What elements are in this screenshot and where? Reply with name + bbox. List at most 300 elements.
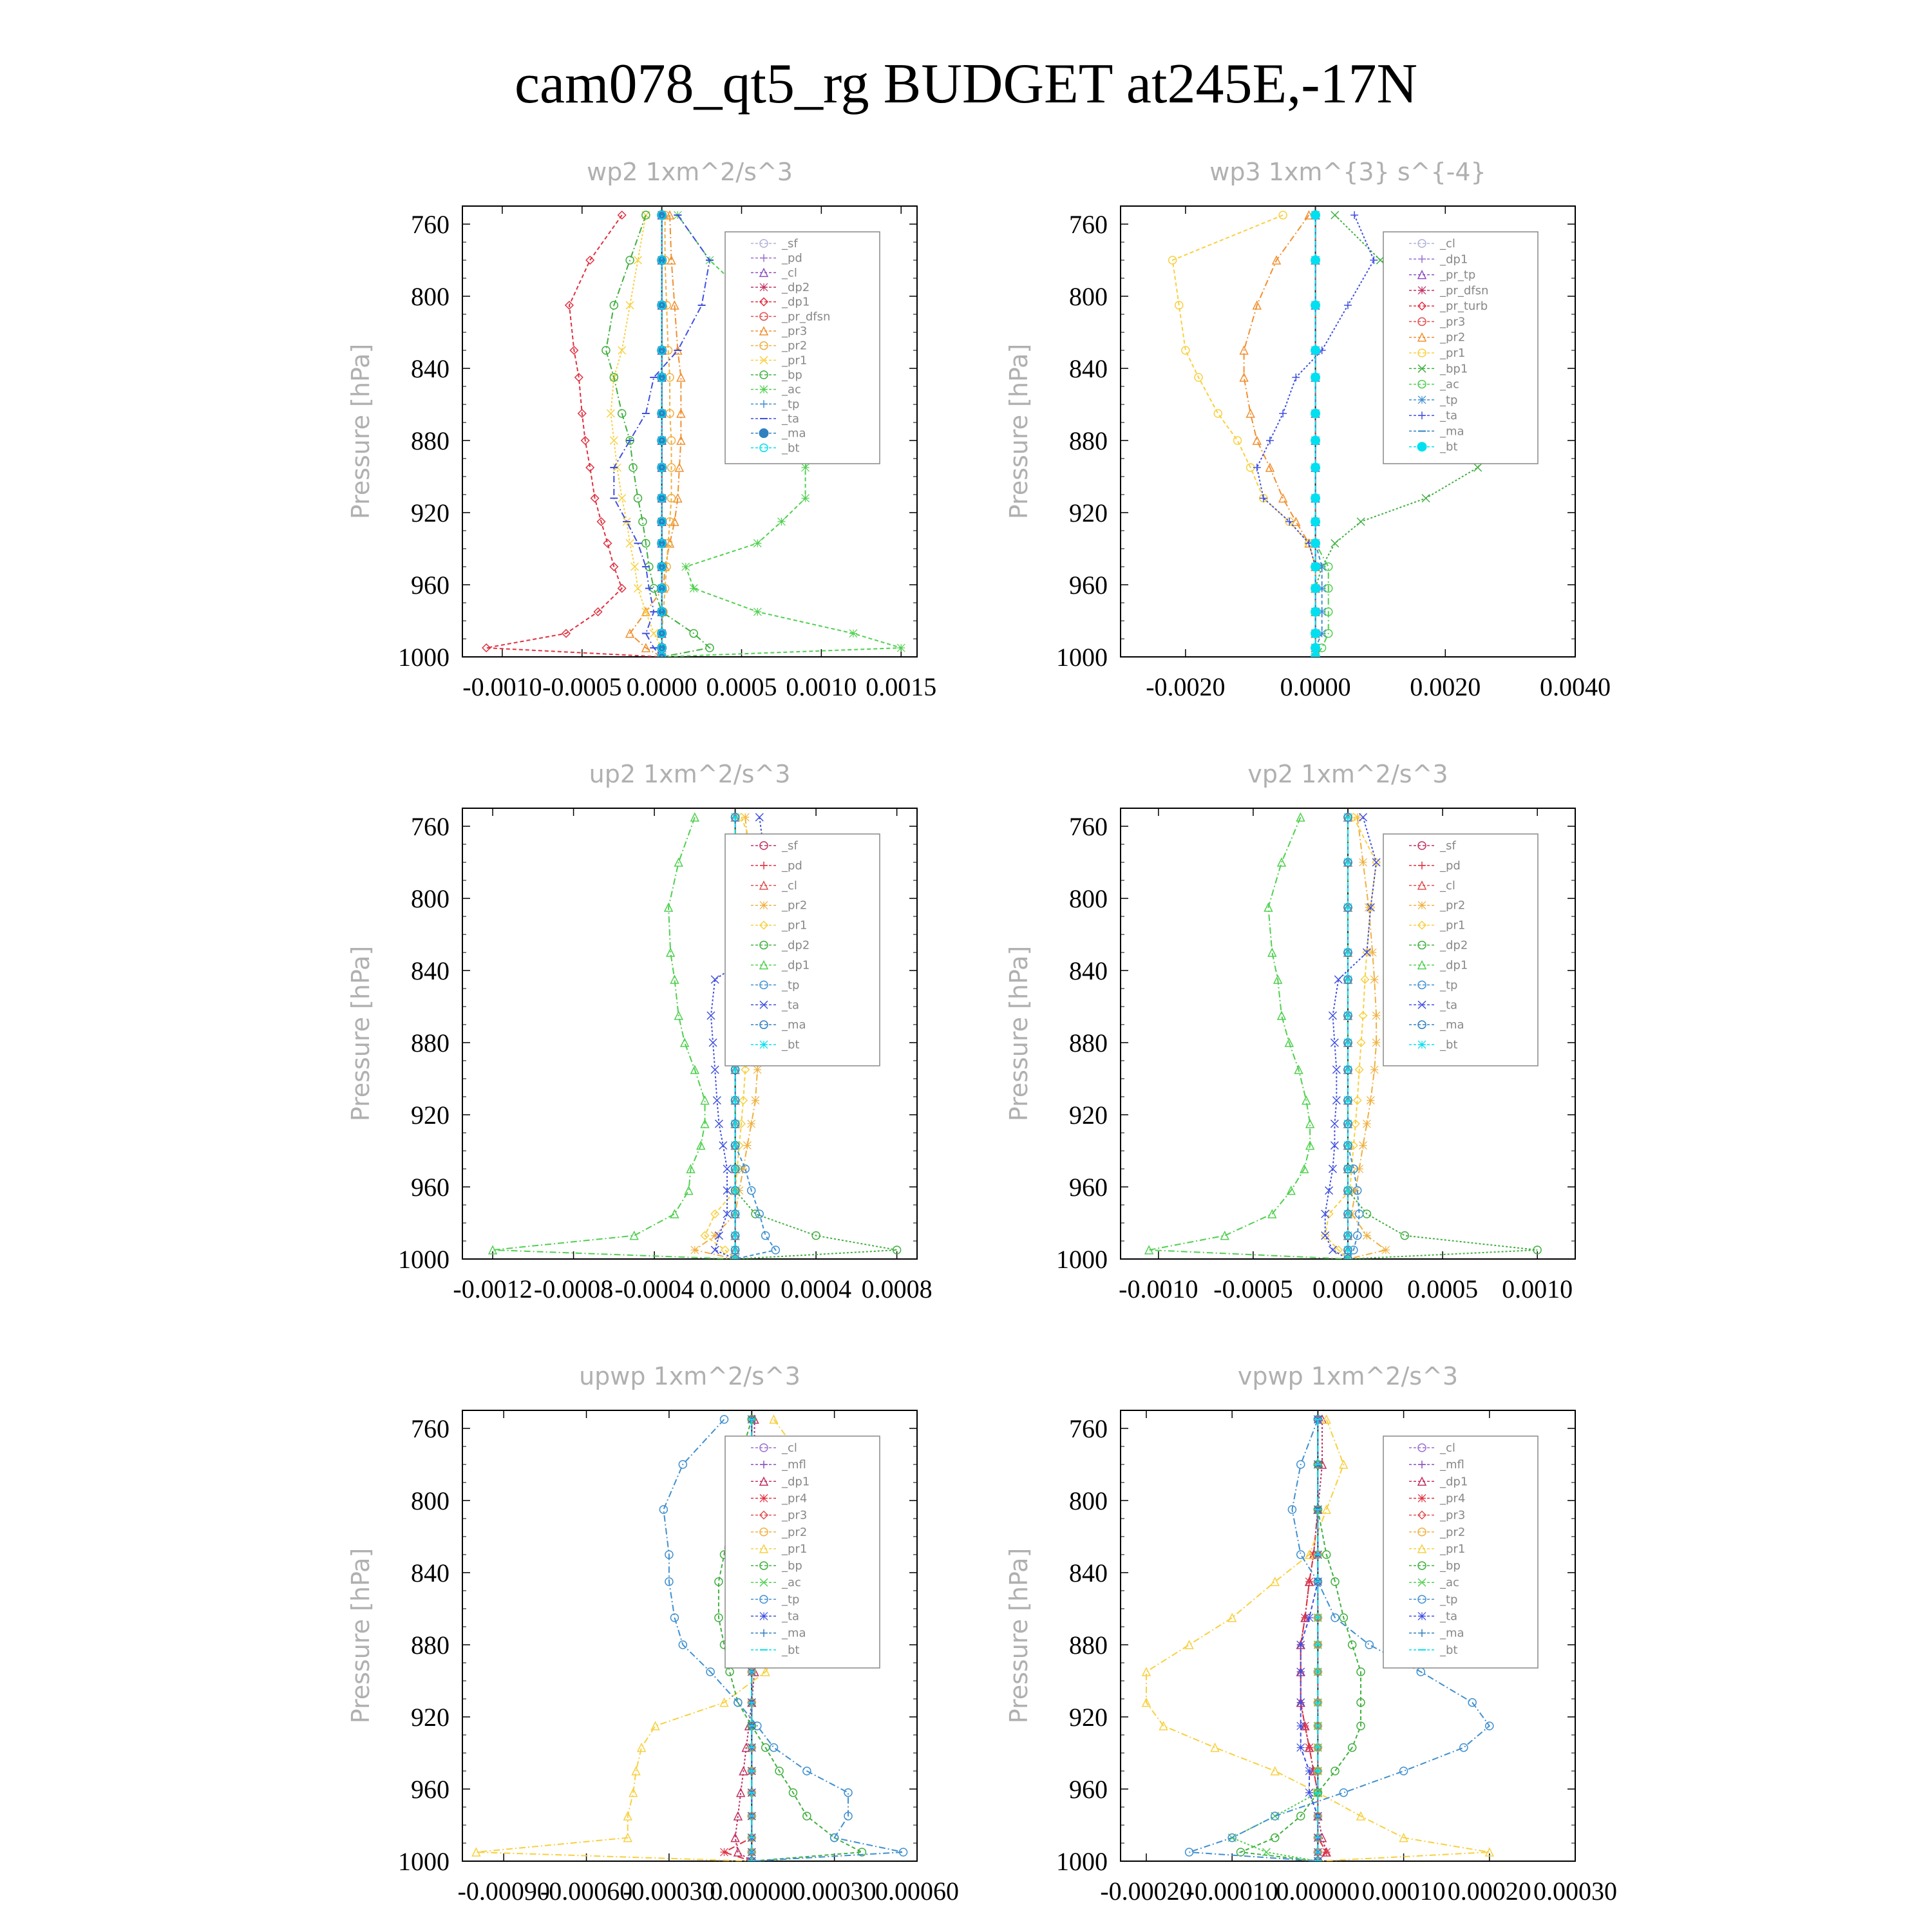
data-point bbox=[1357, 518, 1365, 526]
data-point bbox=[732, 1210, 739, 1218]
y-tick-label: 800 bbox=[411, 884, 450, 913]
series-bp bbox=[602, 211, 714, 661]
y-tick-label: 960 bbox=[411, 1775, 450, 1804]
legend-entry: _ta bbox=[1440, 409, 1458, 423]
data-point bbox=[1311, 539, 1320, 548]
data-point bbox=[1311, 373, 1320, 382]
legend-entry: _mfl bbox=[782, 1458, 806, 1472]
data-point bbox=[1311, 494, 1320, 503]
series-pr4 bbox=[1297, 1416, 1331, 1865]
data-point bbox=[1344, 813, 1352, 821]
legend-marker bbox=[760, 1613, 768, 1620]
data-point bbox=[1370, 256, 1378, 264]
data-point bbox=[1311, 436, 1320, 445]
data-point bbox=[711, 1066, 719, 1074]
x-tick-label: -0.00060 bbox=[540, 1877, 633, 1906]
y-tick-label: 760 bbox=[1069, 812, 1108, 841]
data-point bbox=[732, 813, 739, 821]
data-point bbox=[709, 1039, 717, 1046]
legend-entry: _pr1 bbox=[782, 918, 808, 933]
x-tick-label: -0.00030 bbox=[623, 1877, 715, 1906]
data-point bbox=[1271, 1834, 1279, 1842]
figure-title: cam078_qt5_rg BUDGET at245E,-17N bbox=[514, 53, 1418, 115]
data-point bbox=[1331, 540, 1339, 547]
legend-entry: _pr1 bbox=[782, 354, 808, 368]
y-tick-label: 1000 bbox=[1056, 1847, 1108, 1876]
data-point bbox=[762, 1232, 770, 1240]
data-point bbox=[1297, 1722, 1305, 1730]
legend-entry: _dp2 bbox=[782, 281, 810, 294]
legend-entry: _cl bbox=[1440, 237, 1455, 251]
series-pr2 bbox=[1240, 211, 1320, 661]
panel-title: vp2 1xm^2/s^3 bbox=[1247, 760, 1448, 788]
legend-marker bbox=[1418, 287, 1426, 294]
legend-entry: _pr2 bbox=[782, 339, 808, 353]
y-tick-label: 1000 bbox=[1056, 643, 1108, 672]
y-tick-label: 760 bbox=[411, 210, 450, 239]
data-point bbox=[1323, 1848, 1331, 1856]
data-point bbox=[691, 813, 699, 821]
legend-entry: _pr3 bbox=[782, 325, 808, 338]
legend-entry: _ta bbox=[782, 1609, 800, 1624]
y-tick-label: 960 bbox=[1069, 1775, 1108, 1804]
legend-entry: _dp1 bbox=[782, 295, 810, 309]
legend-entry: _pr3 bbox=[1440, 1508, 1466, 1522]
y-tick-label: 840 bbox=[1069, 354, 1108, 383]
x-tick-label: -0.00020 bbox=[1100, 1877, 1193, 1906]
data-point bbox=[1344, 1142, 1352, 1150]
x-tick-label: 0.0040 bbox=[1540, 672, 1611, 701]
data-point bbox=[720, 1848, 728, 1856]
data-point bbox=[1297, 1744, 1305, 1752]
data-point bbox=[1331, 1039, 1338, 1046]
data-point bbox=[1311, 643, 1320, 652]
legend-marker bbox=[760, 283, 768, 291]
legend-entry: _tp bbox=[1440, 978, 1458, 992]
legend-entry: _ma bbox=[1440, 1018, 1464, 1032]
legend-marker bbox=[760, 1494, 768, 1502]
data-point bbox=[743, 1142, 751, 1150]
legend-entry: _bp bbox=[782, 1559, 802, 1573]
series-line bbox=[1244, 215, 1316, 657]
data-point bbox=[844, 1789, 852, 1797]
data-point bbox=[1234, 437, 1242, 444]
data-point bbox=[732, 1255, 739, 1263]
legend-entry: _bp bbox=[1440, 1559, 1461, 1573]
chart-vpwp bbox=[1005, 1362, 1617, 1906]
data-point bbox=[711, 1246, 719, 1254]
x-tick-label: 0.0020 bbox=[1410, 672, 1481, 701]
legend-marker bbox=[1418, 1041, 1426, 1048]
data-point bbox=[1474, 464, 1482, 471]
data-point bbox=[753, 608, 761, 616]
data-point bbox=[691, 1246, 699, 1254]
data-point bbox=[1344, 1187, 1352, 1195]
x-tick-label: 0.0005 bbox=[706, 672, 777, 701]
data-point bbox=[1311, 409, 1320, 418]
x-tick-label: 0.00000 bbox=[1276, 1877, 1360, 1906]
chart-upwp bbox=[346, 1362, 959, 1906]
legend-entry: _pd bbox=[782, 858, 802, 873]
series-dp1 bbox=[482, 211, 665, 661]
data-point bbox=[1344, 1097, 1352, 1104]
series-tp bbox=[1344, 813, 1363, 1263]
legend-entry: _pr2 bbox=[782, 1525, 808, 1539]
data-point bbox=[1305, 1767, 1313, 1775]
legend-entry: _bt bbox=[782, 1038, 800, 1052]
y-tick-label: 880 bbox=[1069, 1631, 1108, 1660]
y-tick-label: 880 bbox=[411, 426, 450, 455]
x-tick-label: 0.0000 bbox=[1280, 672, 1351, 701]
legend-entry: _dp1 bbox=[1440, 1475, 1468, 1489]
y-tick-label: 1000 bbox=[398, 1245, 450, 1274]
data-point bbox=[1311, 256, 1320, 265]
legend-marker bbox=[760, 902, 768, 909]
y-tick-label: 880 bbox=[1069, 426, 1108, 455]
legend-entry: _ac bbox=[1440, 1576, 1459, 1590]
panel-title: upwp 1xm^2/s^3 bbox=[579, 1362, 800, 1390]
legend bbox=[725, 1436, 880, 1668]
data-point bbox=[732, 1232, 739, 1240]
data-point bbox=[732, 1165, 739, 1173]
data-point bbox=[1331, 1120, 1338, 1128]
data-point bbox=[1344, 1232, 1352, 1240]
legend-entry: _tp bbox=[782, 1593, 800, 1607]
legend-entry: _pr1 bbox=[1440, 1542, 1466, 1556]
data-point bbox=[1372, 1012, 1380, 1019]
legend bbox=[725, 232, 880, 464]
y-tick-label: 760 bbox=[411, 1414, 450, 1443]
series-pr1 bbox=[1321, 813, 1380, 1263]
data-point bbox=[753, 1066, 761, 1074]
data-point bbox=[1253, 464, 1261, 471]
data-point bbox=[1367, 1097, 1374, 1104]
legend-entry: _pr_dfsn bbox=[782, 310, 831, 324]
x-tick-label: 0.0004 bbox=[781, 1274, 852, 1303]
y-tick-label: 1000 bbox=[398, 1847, 450, 1876]
legend-entry: _pr4 bbox=[1440, 1492, 1466, 1506]
chart-wp2 bbox=[346, 158, 937, 701]
data-point bbox=[1365, 1641, 1373, 1649]
legend bbox=[1383, 1436, 1538, 1668]
y-tick-label: 920 bbox=[411, 1703, 450, 1732]
data-point bbox=[1305, 1789, 1313, 1797]
data-point bbox=[1350, 211, 1358, 219]
data-point bbox=[1349, 1641, 1356, 1649]
legend-entry: _ta bbox=[1440, 998, 1458, 1012]
x-tick-label: 0.0010 bbox=[1502, 1274, 1573, 1303]
panel-title: up2 1xm^2/s^3 bbox=[589, 760, 791, 788]
data-point bbox=[1344, 1210, 1352, 1218]
data-point bbox=[1344, 1246, 1352, 1254]
legend-entry: _ma bbox=[782, 1018, 806, 1032]
data-point bbox=[1344, 858, 1352, 866]
legend-entry: _ac bbox=[782, 1576, 801, 1590]
x-tick-label: -0.00090 bbox=[457, 1877, 550, 1906]
legend-entry: _bt bbox=[782, 441, 800, 455]
chart-vp2 bbox=[1005, 760, 1575, 1303]
y-tick-label: 920 bbox=[411, 1101, 450, 1130]
y-tick-label: 960 bbox=[1069, 571, 1108, 600]
data-point bbox=[1311, 584, 1320, 593]
data-point bbox=[755, 813, 763, 821]
legend bbox=[1383, 232, 1538, 464]
data-point bbox=[732, 1246, 739, 1254]
series-dp1 bbox=[1145, 813, 1352, 1263]
data-point bbox=[1344, 1012, 1352, 1019]
x-tick-label: 0.00020 bbox=[1447, 1877, 1531, 1906]
y-axis-label: Pressure [hPa] bbox=[346, 343, 375, 520]
data-point bbox=[802, 464, 810, 471]
y-tick-label: 920 bbox=[1069, 1703, 1108, 1732]
legend bbox=[725, 834, 880, 1066]
y-tick-label: 840 bbox=[1069, 1558, 1108, 1587]
data-point bbox=[1370, 976, 1378, 983]
chart-wp3 bbox=[1005, 158, 1611, 701]
data-point bbox=[1311, 562, 1320, 571]
data-point bbox=[1186, 1641, 1193, 1649]
data-point bbox=[1400, 1767, 1408, 1775]
x-tick-label: 0.0000 bbox=[626, 672, 697, 701]
data-point bbox=[777, 518, 785, 526]
data-point bbox=[1370, 1066, 1378, 1074]
data-point bbox=[1340, 1789, 1347, 1797]
legend-entry: _cl bbox=[1440, 1441, 1455, 1455]
legend-entry: _pr2 bbox=[1440, 330, 1466, 345]
data-point bbox=[610, 437, 618, 444]
legend-marker bbox=[1418, 396, 1426, 404]
legend-entry: _tp bbox=[1440, 1593, 1458, 1607]
legend-entry: _sf bbox=[782, 237, 798, 251]
x-tick-label: 0.0015 bbox=[866, 672, 937, 701]
legend-entry: _ta bbox=[782, 412, 800, 426]
data-point bbox=[748, 1120, 755, 1128]
series-ac bbox=[1228, 1416, 1321, 1865]
x-tick-label: 0.0005 bbox=[1407, 1274, 1479, 1303]
data-point bbox=[1305, 1578, 1313, 1586]
data-point bbox=[1311, 517, 1320, 526]
data-point bbox=[713, 1097, 721, 1104]
panel-title: vpwp 1xm^2/s^3 bbox=[1237, 1362, 1459, 1390]
legend-entry: _ma bbox=[1440, 424, 1464, 439]
data-point bbox=[732, 1142, 739, 1150]
legend-entry: _mfl bbox=[1440, 1458, 1464, 1472]
y-tick-label: 800 bbox=[1069, 1486, 1108, 1515]
legend-entry: _pr2 bbox=[1440, 898, 1466, 913]
legend-entry: _ma bbox=[782, 1626, 806, 1640]
y-tick-label: 960 bbox=[411, 571, 450, 600]
x-tick-label: -0.0008 bbox=[533, 1274, 614, 1303]
x-tick-label: -0.00010 bbox=[1186, 1877, 1278, 1906]
legend-entry: _pr1 bbox=[1440, 346, 1466, 360]
data-point bbox=[732, 1120, 739, 1128]
y-tick-label: 800 bbox=[1069, 282, 1108, 311]
data-point bbox=[711, 1232, 719, 1240]
x-tick-label: 0.00010 bbox=[1361, 1877, 1446, 1906]
legend-entry: _ma bbox=[1440, 1626, 1464, 1640]
y-axis-label: Pressure [hPa] bbox=[1005, 945, 1033, 1122]
data-point bbox=[1214, 410, 1222, 417]
legend-marker bbox=[1418, 902, 1426, 909]
series-pr1 bbox=[607, 211, 665, 661]
data-point bbox=[1331, 1767, 1339, 1775]
x-tick-label: -0.0020 bbox=[1146, 672, 1226, 701]
legend-entry: _bt bbox=[1440, 1643, 1458, 1657]
data-point bbox=[642, 608, 650, 616]
legend-entry: _pr1 bbox=[782, 1542, 808, 1556]
x-tick-label: -0.0010 bbox=[462, 672, 542, 701]
data-point bbox=[1297, 1641, 1305, 1649]
x-tick-label: -0.0010 bbox=[1119, 1274, 1198, 1303]
data-point bbox=[802, 495, 810, 502]
legend-entry: _tp bbox=[782, 978, 800, 992]
legend-entry: _ta bbox=[1440, 1609, 1458, 1624]
legend-entry: _pr3 bbox=[782, 1508, 808, 1522]
x-tick-label: -0.0012 bbox=[453, 1274, 533, 1303]
data-point bbox=[732, 1066, 739, 1074]
x-tick-label: -0.0005 bbox=[1213, 1274, 1293, 1303]
data-point bbox=[1331, 211, 1339, 219]
data-point bbox=[701, 1097, 709, 1104]
x-tick-label: -0.0005 bbox=[542, 672, 622, 701]
data-point bbox=[652, 1722, 659, 1730]
y-tick-label: 840 bbox=[411, 1558, 450, 1587]
series-pr1 bbox=[1169, 211, 1320, 661]
legend-marker bbox=[760, 1041, 768, 1048]
data-point bbox=[753, 540, 761, 547]
legend-entry: _pr2 bbox=[782, 898, 808, 913]
data-point bbox=[682, 563, 690, 571]
data-point bbox=[681, 1039, 688, 1046]
y-axis-label: Pressure [hPa] bbox=[346, 945, 375, 1122]
legend-entry: _cl bbox=[782, 1441, 797, 1455]
series-line bbox=[1149, 817, 1348, 1259]
legend-entry: _pr_turb bbox=[1440, 299, 1488, 314]
data-point bbox=[1422, 495, 1430, 502]
data-point bbox=[1382, 1246, 1390, 1254]
legend-entry: _dp2 bbox=[782, 938, 810, 952]
data-point bbox=[1297, 1668, 1305, 1676]
legend-entry: _pr_dfsn bbox=[1440, 283, 1489, 298]
legend-entry: _dp2 bbox=[1440, 938, 1468, 952]
legend-entry: _pr4 bbox=[782, 1492, 808, 1506]
data-point bbox=[1321, 1232, 1329, 1240]
y-tick-label: 840 bbox=[411, 956, 450, 985]
data-point bbox=[1344, 976, 1352, 983]
y-axis-label: Pressure [hPa] bbox=[1005, 1548, 1033, 1724]
legend-entry: _ac bbox=[1440, 377, 1459, 392]
panel-title: wp2 1xm^2/s^3 bbox=[587, 158, 793, 186]
series-line bbox=[1173, 215, 1316, 657]
data-point bbox=[1344, 1066, 1352, 1074]
data-point bbox=[1344, 949, 1352, 956]
series-line bbox=[1232, 1419, 1318, 1861]
data-point bbox=[1297, 1699, 1305, 1707]
y-tick-label: 960 bbox=[1069, 1173, 1108, 1202]
data-point bbox=[1296, 813, 1304, 821]
legend-marker bbox=[760, 386, 768, 393]
legend-entry: _pr3 bbox=[1440, 315, 1466, 329]
y-axis-label: Pressure [hPa] bbox=[1005, 343, 1033, 520]
data-point bbox=[1311, 211, 1320, 220]
legend-entry: _bt bbox=[1440, 440, 1458, 454]
data-point bbox=[1363, 1120, 1370, 1128]
series-line bbox=[493, 817, 735, 1259]
series-line bbox=[1301, 1419, 1327, 1861]
legend-entry: _sf bbox=[782, 839, 798, 853]
x-tick-label: -0.0004 bbox=[614, 1274, 694, 1303]
x-tick-label: 0.0010 bbox=[786, 672, 857, 701]
data-point bbox=[1372, 1039, 1380, 1046]
legend-marker bbox=[759, 429, 768, 438]
data-point bbox=[732, 1097, 739, 1104]
data-point bbox=[1359, 858, 1367, 866]
data-point bbox=[1311, 346, 1320, 355]
data-point bbox=[1329, 1012, 1336, 1019]
data-point bbox=[1311, 652, 1320, 661]
data-point bbox=[732, 1187, 739, 1195]
y-tick-label: 880 bbox=[411, 1631, 450, 1660]
series-ta bbox=[1321, 813, 1380, 1263]
y-axis-label: Pressure [hPa] bbox=[346, 1548, 375, 1724]
series-line bbox=[1301, 1419, 1327, 1861]
data-point bbox=[752, 1097, 759, 1104]
y-tick-label: 760 bbox=[1069, 210, 1108, 239]
y-tick-label: 760 bbox=[1069, 1414, 1108, 1443]
data-point bbox=[618, 346, 626, 354]
data-point bbox=[1344, 301, 1352, 309]
legend-entry: _pr_tp bbox=[1440, 268, 1476, 282]
y-tick-label: 880 bbox=[1069, 1028, 1108, 1057]
series-dp1 bbox=[489, 813, 739, 1263]
data-point bbox=[1311, 463, 1320, 472]
data-point bbox=[1359, 1142, 1367, 1150]
data-point bbox=[1344, 1120, 1352, 1128]
y-tick-label: 840 bbox=[411, 354, 450, 383]
legend-entry: _bt bbox=[782, 1643, 800, 1657]
legend-entry: _tp bbox=[1440, 393, 1458, 407]
x-tick-label: 0.00030 bbox=[1533, 1877, 1617, 1906]
legend-entry: _dp1 bbox=[782, 1475, 810, 1489]
y-tick-label: 1000 bbox=[1056, 1245, 1108, 1274]
x-tick-label: 0.00000 bbox=[710, 1877, 794, 1906]
legend bbox=[1383, 834, 1538, 1066]
y-tick-label: 920 bbox=[1069, 498, 1108, 527]
data-point bbox=[1460, 1744, 1468, 1752]
legend-entry: _pr2 bbox=[1440, 1525, 1466, 1539]
data-point bbox=[1311, 607, 1320, 616]
legend-entry: _bp bbox=[782, 368, 802, 382]
data-point bbox=[1311, 629, 1320, 638]
legend-entry: _pd bbox=[1440, 858, 1461, 873]
legend-entry: _pr1 bbox=[1440, 918, 1466, 933]
data-point bbox=[685, 1187, 692, 1195]
data-point bbox=[707, 1012, 715, 1019]
data-point bbox=[1305, 1744, 1313, 1752]
legend-entry: _cl bbox=[1440, 878, 1455, 893]
data-point bbox=[1344, 1039, 1352, 1046]
data-point bbox=[897, 644, 905, 652]
data-point bbox=[1305, 1614, 1313, 1622]
legend-entry: _pd bbox=[782, 251, 802, 265]
legend-marker bbox=[1418, 1494, 1426, 1502]
chart-up2 bbox=[346, 760, 933, 1303]
panel-title: wp3 1xm^{3} s^{-4} bbox=[1209, 158, 1486, 186]
legend-entry: _tp bbox=[782, 397, 800, 412]
data-point bbox=[603, 540, 611, 547]
legend-entry: _bp1 bbox=[1440, 362, 1468, 376]
legend-entry: _ac bbox=[782, 383, 801, 397]
